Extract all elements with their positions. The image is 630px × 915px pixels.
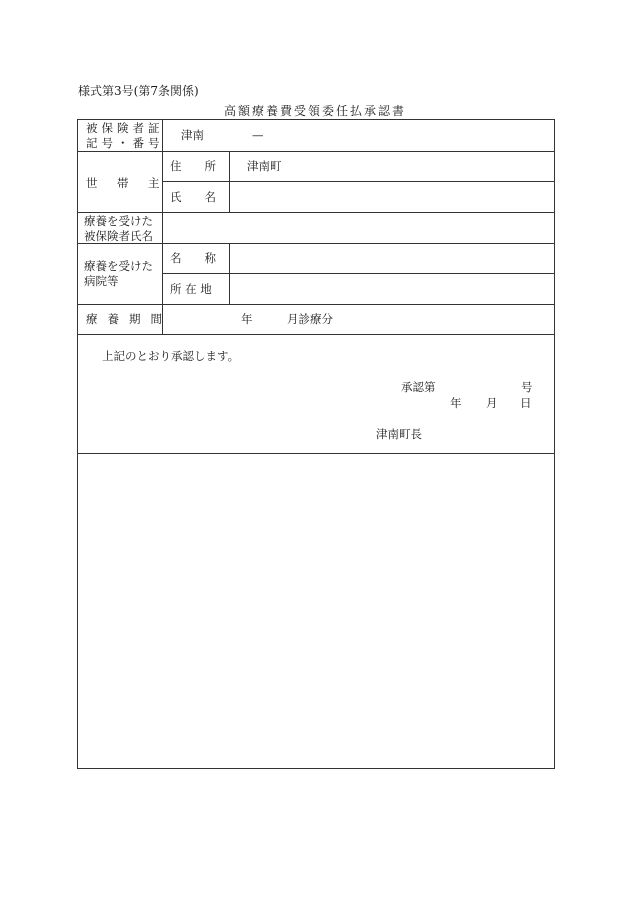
patient-label-line2: 被保険者氏名 [84,229,153,243]
row-divider [162,181,555,182]
row-divider [77,304,555,305]
row-divider [77,212,555,213]
column-divider [162,119,163,334]
address-label: 住 所 [170,159,216,173]
insured-card-label-line2: 記号・番号 [86,136,164,150]
period-month-text: 月診療分 [287,312,333,326]
column-divider [229,243,230,304]
row-divider [77,453,555,454]
period-label: 療養期間 [86,312,172,326]
period-year-unit: 年 [241,312,253,326]
hospital-location-label: 所 在 地 [170,282,212,296]
approval-number-suffix: 号 [521,380,533,394]
approval-number-prefix: 承認第 [401,380,436,394]
hospital-label-line2: 病院等 [84,274,119,288]
form-number: 様式第3号(第7条関係) [78,84,199,98]
column-divider [229,151,230,212]
row-divider [77,334,555,335]
row-divider [77,243,555,244]
approval-date-year: 年 [450,396,462,410]
name-label: 氏 名 [170,190,216,204]
insured-card-dash: — [252,128,264,142]
row-divider [77,151,555,152]
approval-date-day: 日 [520,396,532,410]
approval-date-month: 月 [486,396,498,410]
hospital-name-label: 名 称 [170,251,216,265]
approval-statement: 上記のとおり承認します。 [102,349,240,363]
patient-label-line1: 療養を受けた [84,214,153,228]
approval-signatory: 津南町長 [376,427,422,441]
insured-card-prefix: 津南 [181,128,204,142]
household-head-label: 世 帯 主 [86,176,164,190]
hospital-label-line1: 療養を受けた [84,259,153,273]
row-divider [162,273,555,274]
address-value: 津南町 [247,159,282,173]
document-title: 高額療養費受領委任払承認書 [223,104,406,118]
insured-card-label-line1: 被保険者証 [86,121,164,135]
